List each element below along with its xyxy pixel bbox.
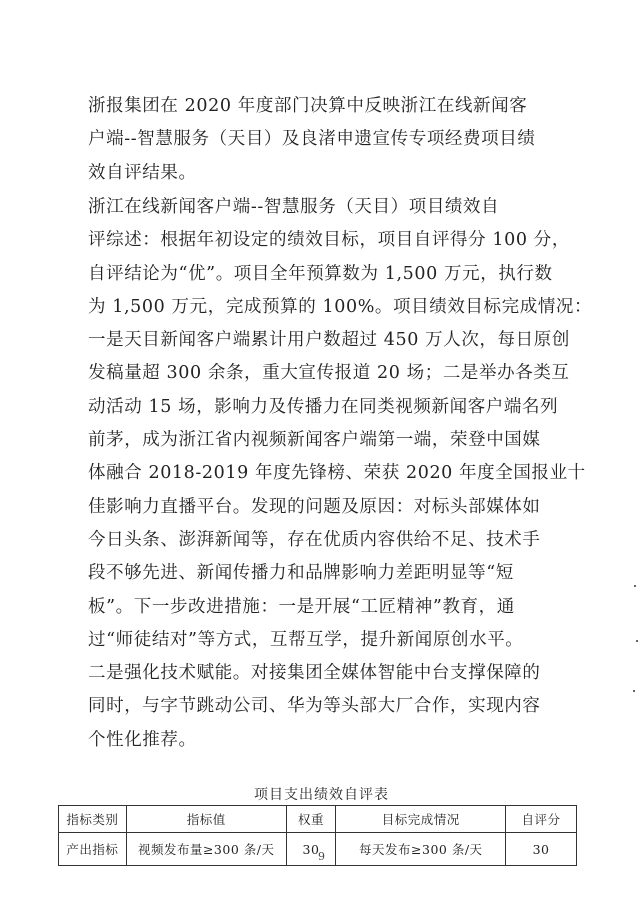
paragraph-line: 浙报集团在 2020 年度部门决算中反映浙江在线新闻客 (88, 96, 528, 116)
table-cell: 产出指标 (59, 833, 127, 866)
table-header-cell: 指标类别 (59, 806, 127, 833)
table-cell: 30 (506, 833, 577, 866)
table-cell: 视频发布量≥300 条/天 (126, 833, 286, 866)
paragraph-line: 板”。下一步改进措施：一是开展“工匠精神”教育，通 (88, 596, 515, 617)
paragraph-summary (88, 191, 593, 757)
table-cell: 每天发布≥300 条/天 (336, 833, 506, 866)
scan-speck (636, 640, 638, 642)
paragraph-line: 评综述：根据年初设定的绩效目标，项目自评得分 100 分， (88, 230, 570, 251)
paragraph-line: 浙江在线新闻客户端--智慧服务（天目）项目绩效自 (88, 197, 500, 217)
table-cell: 30 (286, 833, 336, 866)
paragraph-line: 同时，与字节跳动公司、华为等头部大厂合作，实现内容 (88, 696, 541, 717)
paragraph-intro (88, 90, 562, 190)
table-header-cell: 权重 (286, 806, 336, 833)
paragraph-line: 个性化推荐。 (88, 729, 197, 750)
table-header-cell: 自评分 (506, 806, 577, 833)
table-header-cell: 目标完成情况 (336, 806, 506, 833)
paragraph-line: 发稿量超 300 余条，重大宣传报道 20 场；二是举办各类互 (88, 363, 570, 384)
paragraph-line: 二是强化技术赋能。对接集团全媒体智能中台支撑保障的 (88, 663, 541, 684)
paragraph-line: 段不够先进、新闻传播力和品牌影响力差距明显等“短 (88, 563, 514, 584)
paragraph-line: 户端--智慧服务（天目）及良渚申遗宣传专项经费项目绩 (88, 129, 536, 150)
paragraph-line: 过“师徒结对”等方式，互帮互学，提升新闻原创水平。 (88, 629, 524, 650)
paragraph-line: 一是天目新闻客户端累计用户数超过 450 万人次，每日原创 (88, 330, 570, 351)
page-number: 9 (318, 850, 325, 863)
paragraph-line: 效自评结果。 (88, 162, 197, 183)
paragraph-line: 佳影响力直播平台。发现的问题及原因：对标头部媒体如 (88, 496, 541, 517)
table-header-cell: 指标值 (126, 806, 286, 833)
table-title: 项目支出绩效自评表 (254, 787, 389, 803)
paragraph-line: 动活动 15 场，影响力及传播力在同类视频新闻客户端名列 (88, 396, 559, 417)
paragraph-line: 体融合 2018-2019 年度先锋榜、荣获 2020 年度全国报业十 (88, 463, 586, 484)
paragraph-line: 自评结论为“优”。项目全年预算数为 1,500 万元，执行数 (88, 263, 553, 284)
paragraph-line: 前茅，成为浙江省内视频新闻客户端第一端，荣登中国媒 (88, 430, 541, 451)
table-header-row (59, 806, 577, 833)
scan-speck (634, 585, 636, 587)
paragraph-line: 今日头条、澎湃新闻等，存在优质内容供给不足、技术手 (88, 529, 541, 550)
scan-speck (633, 690, 635, 692)
paragraph-line: 为 1,500 万元，完成预算的 100%。项目绩效目标完成情况： (88, 296, 593, 317)
